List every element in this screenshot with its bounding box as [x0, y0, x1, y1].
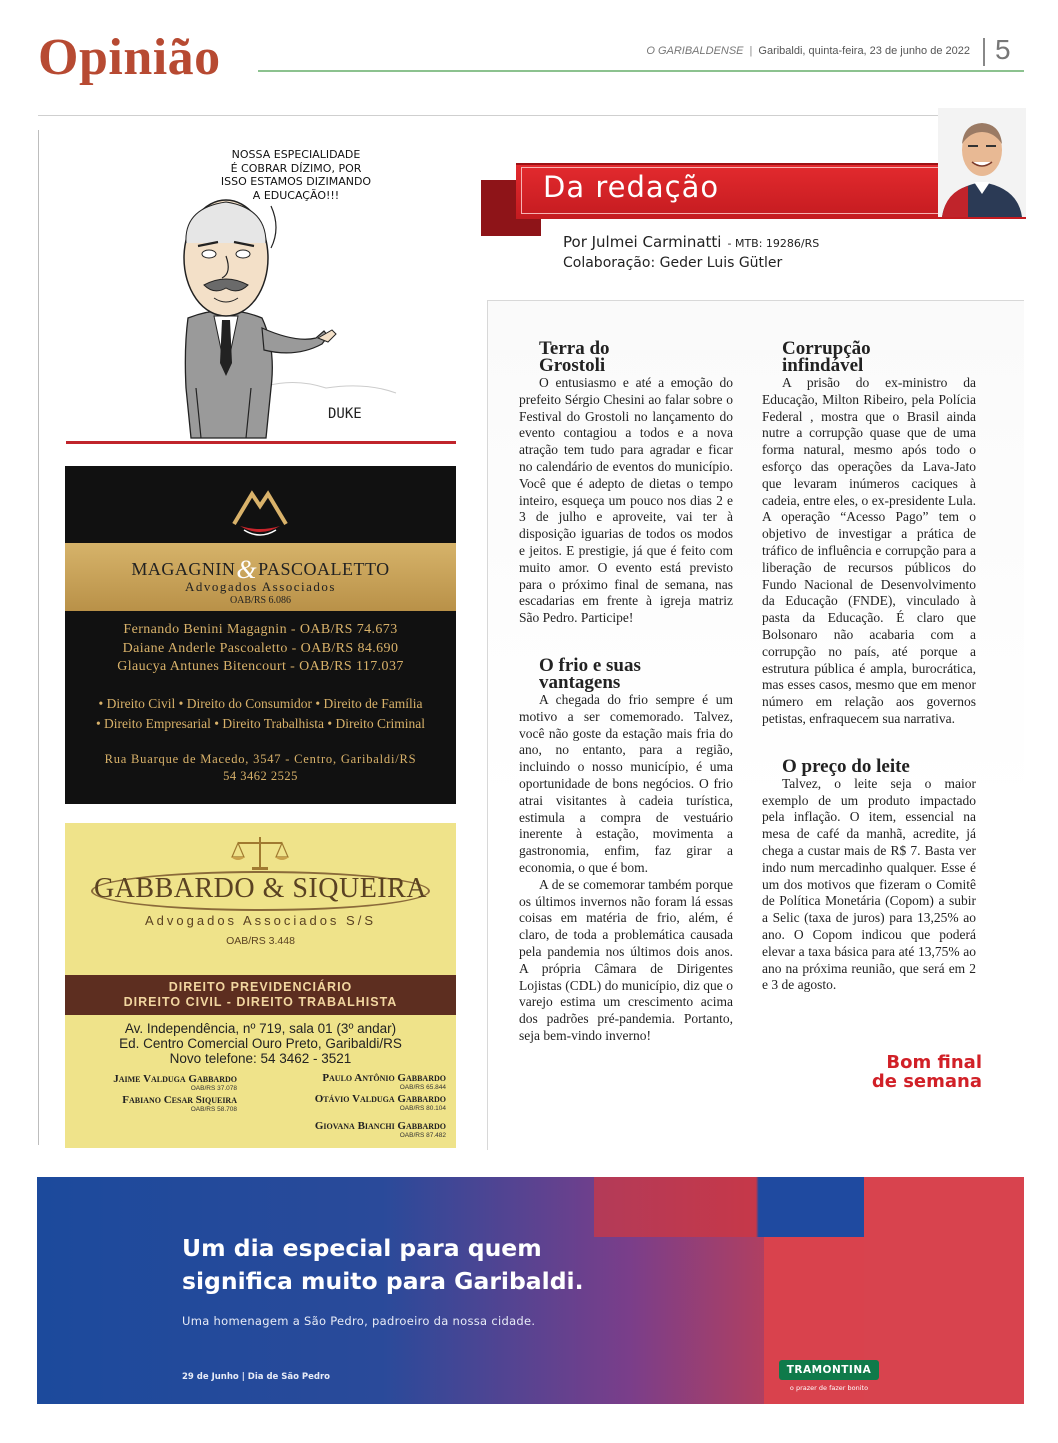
closing-line: Bom final [886, 1052, 982, 1073]
article-title-frio [519, 654, 733, 693]
ad2-firm-name: GABBARDO & SIQUEIRA [93, 873, 428, 904]
author-mtb: - MTB: 19286/RS [727, 237, 820, 250]
ad2-subtitle: Advogados Associados S/S [145, 913, 376, 928]
article-body-frio: A de se comemorar também porque os últimos invernos não foram lá essas coisas em matéria de frio, além, é claro, de toda a problemática causada pela pandemia nos últimos dois anos. A própria Câmara de Dirigentes Lojistas (CDL) do município, diz que o varejo estima um crescimento acima dos padrões pré-pandemia. Portanto, seja bem-vindo inverno! [519, 876, 733, 1043]
ad2-lawyer-name: Jaime Valduga Gabbardo [113, 1073, 237, 1085]
newspaper-name: O GARIBALDENSE [646, 45, 744, 57]
speech-bubble [206, 148, 386, 202]
article-title-line: Corrupção [782, 338, 871, 359]
editorial-cartoon [66, 138, 456, 443]
ad2-address-line: Ed. Centro Comercial Ouro Preto, Garibaldi/RS [119, 1036, 402, 1051]
speech-line: É COBRAR DÍZIMO, POR [230, 161, 362, 175]
ad2-address-line: Av. Independência, nº 719, sala 01 (3º andar) [124, 1021, 397, 1036]
article-title-line: O frio e suas [539, 654, 641, 676]
left-column-rule [38, 130, 39, 1145]
ad1-phone: 54 3462 2525 [223, 769, 298, 783]
speech-line: NOSSA ESPECIALIDADE [231, 148, 361, 161]
cartoon-signature: DUKE [328, 406, 362, 422]
article-title-leite [762, 755, 976, 777]
header-dateline [600, 45, 970, 57]
ad1-lawyer-names [65, 621, 456, 677]
byline [563, 233, 819, 251]
article-title-line: infindável [782, 355, 864, 376]
ad1-area-line: • Direito Empresarial • Direito Trabalhista • Direito Criminal [95, 715, 426, 731]
banner-headline-line: Um dia especial para quem [182, 1234, 542, 1262]
ad2-lawyer [235, 1120, 446, 1139]
ad2-lawyer-name: Giovana Bianchi Gabbardo [314, 1120, 446, 1132]
header-rule [258, 70, 1024, 72]
ad2-lawyer-name: Otávio Valduga Gabbardo [314, 1093, 446, 1105]
ad2-lawyer-oab: OAB/RS 58.708 [190, 1106, 237, 1113]
articles-column-right [762, 340, 976, 994]
article-title-grostoli [519, 340, 733, 374]
ad2-lawyer-oab: OAB/RS 37.078 [190, 1085, 237, 1092]
article-title-line: Grostoli [539, 355, 606, 376]
banner-tagline: Uma homenagem a São Pedro, padroeiro da nossa cidade. [182, 1314, 536, 1328]
top-divider [38, 115, 1024, 116]
ad2-area-line: DIREITO PREVIDENCIÁRIO [168, 980, 353, 994]
column-title: Da redação [543, 170, 720, 204]
article-body-frio: A chegada do frio sempre é um motivo a ser comemorado. Talvez, você não goste da estação mais fria do ano, no entanto, para a região, incluindo o nosso município, é uma oportunidade de bons negócios. O frio atrai visitantes à cadeia turística, estimula a compra de vestuário inerente à estação, movimenta a gastronomia, enfim, faz girar a economia, o que é bom. [519, 691, 733, 875]
banner-headline [182, 1232, 584, 1298]
ad2-address [65, 1021, 456, 1066]
ad2-lawyer-oab: OAB/RS 87.482 [399, 1132, 446, 1139]
ad2-lawyer [265, 1072, 446, 1091]
ad1-area-line: • Direito Civil • Direito do Consumidor • Direito de Família [98, 696, 423, 711]
closing-line: de semana [871, 1071, 982, 1092]
article-title-line: vantagens [539, 671, 621, 693]
article-body-grostoli: O entusiasmo e até a emoção do prefeito Sérgio Chesini ao falar sobre o Festival do Grostoli no lançamento do evento contagiou a todos e a nova atração tem tudo para agradar e ficar no calendário de eventos do município. Você que é adepto de dietas o tempo inteiro, esqueça um pouco nos dias 2 e 3 de julho e aproveite, vai ter à disposição iguarias de todos os modos e jeitos. E prestigie, já que é feito com muito amor. O evento está previsto para o próximo final de semana, nas escadarias em frente à igreja matriz São Pedro. Participe! [519, 375, 733, 626]
ad1-address: Rua Buarque de Macedo, 3547 - Centro, Garibaldi/RS [104, 752, 417, 766]
ad-magagnin-pascoaletto[interactable] [65, 466, 456, 804]
speech-line: A EDUCAÇÃO!!! [252, 188, 340, 202]
ad2-practice-areas [65, 980, 456, 1009]
tramontina-logo: TRAMONTINA [779, 1360, 879, 1380]
banner-date: 29 de Junho | Dia de São Pedro [182, 1372, 331, 1382]
author-photo [938, 108, 1026, 217]
balance-scale-icon [230, 835, 290, 871]
header-separator: | [749, 45, 753, 57]
page-number: 5 [995, 34, 1011, 65]
cartoon-bottom-rule [66, 441, 456, 444]
banner-headline-line: significa muito para Garibaldi. [182, 1267, 584, 1295]
ad1-firm-right: PASCOALETTO [258, 559, 390, 579]
closing-note [820, 1053, 982, 1091]
page-divider [983, 38, 985, 66]
ad1-practice-areas [65, 694, 456, 733]
ad1-firm-left: MAGAGNIN [131, 559, 236, 579]
ad1-lawyer: Daiane Anderle Pascoaletto - OAB/RS 84.690 [122, 640, 399, 656]
article-title-corrupcao [762, 340, 976, 374]
article-title-line: Terra do [539, 338, 610, 359]
author-name: Por Julmei Carminatti [563, 233, 722, 251]
article-title-line: O preço do leite [782, 755, 910, 777]
speech-line: ISSO ESTAMOS DIZIMANDO [220, 175, 372, 188]
ad1-lawyer: Fernando Benini Magagnin - OAB/RS 74.673 [123, 622, 398, 637]
articles-column-left [519, 340, 733, 1045]
ad2-lawyer [70, 1073, 237, 1092]
ad1-lawyer: Glaucya Antunes Bitencourt - OAB/RS 117.037 [117, 659, 404, 674]
tramontina-banner[interactable] [37, 1177, 1024, 1404]
ad1-ampersand: & [236, 555, 258, 584]
ad2-lawyer-name: Fabiano Cesar Siqueira [122, 1094, 237, 1106]
collaborator: Colaboração: Geder Luis Gütler [563, 255, 783, 271]
banner-t-shape-bar [594, 1177, 864, 1237]
ad2-oab: OAB/RS 3.448 [226, 935, 295, 947]
ad2-lawyer [70, 1094, 237, 1113]
ad2-lawyer-name: Paulo Antônio Gabbardo [322, 1072, 446, 1084]
issue-date: Garibaldi, quinta-feira, 23 de junho de 2022 [758, 45, 970, 57]
scales-logo-icon [230, 486, 290, 541]
article-body-leite: Talvez, o leite seja o maior exemplo de um produto impactado pela inflação. O item, essencial na mesa de café da manhã, acredite, já chega a custar mais de R$ 7. Basta ver indo num mercadinho qualquer. Esse é um dos motivos que fizeram o Comitê de Política Monetária (Copom) a subir a Selic (taxa de juros) para 13,25% ao ano. O Copom indicou que poderá elevar a taxa básica para até 13,75% ao ano na próxima reunião, que será em 2 e 3 de agosto. [762, 775, 976, 993]
ad2-area-line: DIREITO CIVIL - DIREITO TRABALHISTA [123, 994, 398, 1009]
ad1-subtitle: Advogados Associados [185, 579, 336, 594]
ad-gabbardo-siqueira[interactable] [65, 823, 456, 1148]
ad2-phone: Novo telefone: 54 3462 - 3521 [169, 1051, 352, 1066]
ad2-lawyer-oab: OAB/RS 80.104 [399, 1105, 446, 1112]
brand-slogan: o prazer de fazer bonito [789, 1384, 869, 1392]
article-body-corrupcao: A prisão do ex-ministro da Educação, Milton Ribeiro, pela Polícia Federal , mostra que o Brasil ainda nutre a corrupção quase que de uma forma natural, mesmo após todo o esforço das operações da Lava-Jato que levaram inúmeros caciques à cadeia, entre eles, o ex-presidente Lula. A operação “Acesso Pago” tem o objetivo de investigar a prática de tráfico de influência e corrupção para a liberação de recursos públicos do Fundo Nacional de Desenvolvimento da Educação (FNDE), vinculado à pasta da Educação. É claro que Bolsonaro não acabaria com a corrupção no país, até porque a estrutura pública é ampla, burocrática, mas esses casos, mesmo que em menor número em relação aos governos petistas, enfraquecem sua narrativa. [762, 375, 976, 726]
banner-red-panel [864, 1177, 1024, 1404]
section-title: Opinião [38, 29, 221, 86]
ad1-oab: OAB/RS 6.086 [229, 595, 292, 606]
ad2-lawyer [265, 1093, 446, 1112]
ad2-lawyer-oab: OAB/RS 65.844 [399, 1084, 446, 1091]
